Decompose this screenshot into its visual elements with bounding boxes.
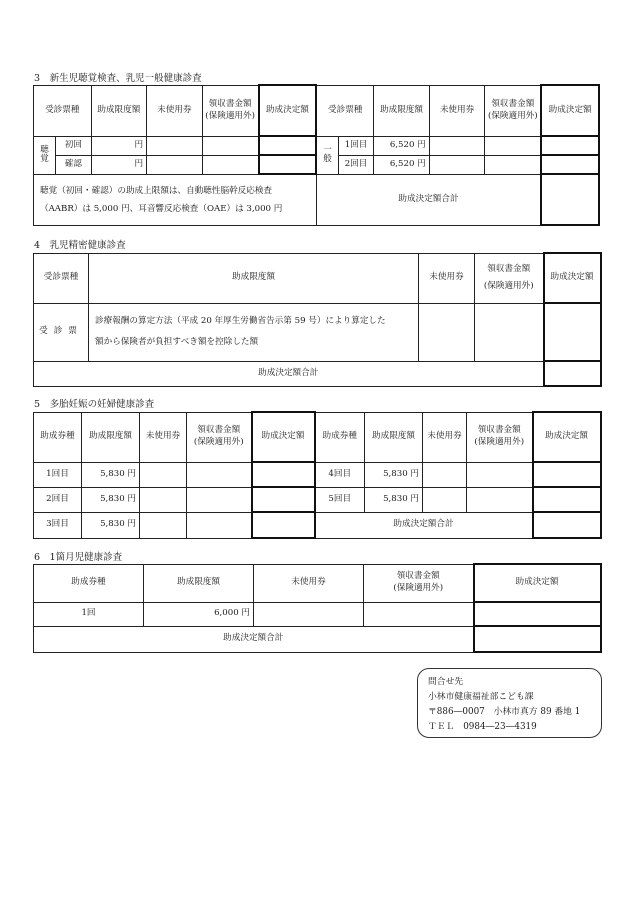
row-limit: 5,830 円 xyxy=(82,487,140,512)
header-unused: 未使用券 xyxy=(419,253,475,303)
header-receipt: 領収書金額 (保険適用外) xyxy=(187,412,252,462)
section-3-table xyxy=(33,84,600,226)
row-label: 4回目 xyxy=(315,462,365,487)
unused-cell[interactable] xyxy=(254,602,364,626)
row-limit: 円 xyxy=(91,136,147,155)
unused-cell[interactable] xyxy=(419,303,475,361)
row-label: 2回目 xyxy=(338,155,373,174)
decided-cell[interactable] xyxy=(541,136,599,155)
header-receipt: 領収書金額 (保険適用外) xyxy=(467,412,533,462)
section-title-text: 新生児聴覚検査、乳児一般健康診査 xyxy=(49,73,202,84)
row-limit: 6,520 円 xyxy=(374,136,430,155)
receipt-cell[interactable] xyxy=(485,155,542,174)
section-4-title xyxy=(34,237,126,251)
header-limit: 助成限度額 xyxy=(89,253,419,303)
header-receipt: 領収書金額 (保険適用外) xyxy=(485,85,542,136)
row-limit: 円 xyxy=(91,155,147,174)
row-limit: 6,000 円 xyxy=(144,602,254,626)
header-ticket-type: 受診票種 xyxy=(34,85,92,136)
header-unused: 未使用券 xyxy=(429,85,485,136)
header-decided: 助成決定額 xyxy=(259,85,317,136)
row-label: 5回目 xyxy=(315,487,365,512)
exam-ticket-label: 受診票 xyxy=(34,303,89,361)
header-receipt: 領収書金額 (保険適用外) xyxy=(475,253,544,303)
header-limit: 助成限度額 xyxy=(144,564,254,602)
contact-address: 〒886―0007 小林市真方 89 番地 1 xyxy=(428,707,581,717)
unused-cell[interactable] xyxy=(140,512,187,538)
header-ticket-type: 助成券種 xyxy=(315,412,365,462)
receipt-cell[interactable] xyxy=(467,462,533,487)
row-limit: 5,830 円 xyxy=(365,462,423,487)
header-unused: 未使用券 xyxy=(423,412,467,462)
decided-cell[interactable] xyxy=(541,155,599,174)
section-6-title xyxy=(34,549,122,563)
receipt-cell[interactable] xyxy=(187,512,252,538)
row-limit: 5,830 円 xyxy=(365,487,423,512)
header-ticket-type: 助成券種 xyxy=(34,412,82,462)
receipt-cell[interactable] xyxy=(187,487,252,512)
row-label: 確認 xyxy=(56,155,91,174)
hearing-group-label: 聴 覚 xyxy=(34,136,56,174)
section-3-title xyxy=(34,70,202,84)
decided-cell[interactable] xyxy=(259,155,317,174)
row-limit: 6,520 円 xyxy=(374,155,430,174)
total-decided-cell[interactable] xyxy=(541,174,599,225)
receipt-cell[interactable] xyxy=(202,136,259,155)
header-limit: 助成限度額 xyxy=(91,85,147,136)
decided-cell[interactable] xyxy=(259,136,317,155)
unused-cell[interactable] xyxy=(140,462,187,487)
header-limit: 助成限度額 xyxy=(365,412,423,462)
row-label: 初回 xyxy=(56,136,91,155)
header-decided: 助成決定額 xyxy=(544,253,601,303)
receipt-cell[interactable] xyxy=(364,602,474,626)
unused-cell[interactable] xyxy=(147,155,203,174)
row-label: 1回目 xyxy=(338,136,373,155)
unused-cell[interactable] xyxy=(147,136,203,155)
header-unused: 未使用券 xyxy=(254,564,364,602)
decided-cell[interactable] xyxy=(252,462,315,487)
section-number: 5 xyxy=(34,399,41,410)
header-ticket-type: 受診票種 xyxy=(34,253,89,303)
receipt-cell[interactable] xyxy=(467,487,533,512)
total-label: 助成決定額合計 xyxy=(315,512,533,538)
decided-cell[interactable] xyxy=(252,512,315,538)
decided-cell[interactable] xyxy=(533,487,601,512)
hearing-limit-note: 聴覚（初回・確認）の助成上限額は、自動聴性脳幹反応検査 （AABR）は 5,000 円、耳音響反応検査（OAE）は 3,000 円 xyxy=(34,174,317,225)
header-decided: 助成決定額 xyxy=(474,564,601,602)
decided-cell[interactable] xyxy=(533,462,601,487)
section-number: 3 xyxy=(34,73,41,84)
row-label: 1回 xyxy=(34,602,144,626)
receipt-cell[interactable] xyxy=(475,303,544,361)
unused-cell[interactable] xyxy=(423,462,467,487)
contact-tel: ＴＥＬ 0984―23―4319 xyxy=(428,722,537,732)
decided-cell[interactable] xyxy=(252,487,315,512)
total-decided-cell[interactable] xyxy=(544,361,601,386)
section-title-text: 乳児精密健康診査 xyxy=(49,240,126,251)
unused-cell[interactable] xyxy=(423,487,467,512)
header-decided: 助成決定額 xyxy=(541,85,599,136)
section-number: 4 xyxy=(34,240,41,251)
contact-department: 小林市健康福祉部こども課 xyxy=(428,692,534,702)
receipt-cell[interactable] xyxy=(485,136,542,155)
header-decided: 助成決定額 xyxy=(533,412,601,462)
unused-cell[interactable] xyxy=(429,155,485,174)
row-label: 3回目 xyxy=(34,512,82,538)
header-ticket-type: 受診票種 xyxy=(316,85,374,136)
row-limit: 5,830 円 xyxy=(82,462,140,487)
section-4-table xyxy=(33,252,602,387)
total-label: 助成決定額合計 xyxy=(34,626,474,652)
header-limit: 助成限度額 xyxy=(82,412,140,462)
header-ticket-type: 助成券種 xyxy=(34,564,144,602)
section-number: 6 xyxy=(34,552,41,563)
section-title-text: 多胎妊娠の妊婦健康診査 xyxy=(49,399,155,410)
section-5-table xyxy=(33,411,602,539)
row-limit: 5,830 円 xyxy=(82,512,140,538)
receipt-cell[interactable] xyxy=(187,462,252,487)
total-decided-cell[interactable] xyxy=(474,626,601,652)
total-label: 助成決定額合計 xyxy=(316,174,541,225)
general-group-label: 一 般 xyxy=(316,136,338,174)
limit-description: 診療報酬の算定方法（平成 20 年厚生労働省告示第 59 号）により算定した 額から保険者が負担すべき額を控除した額 xyxy=(89,303,419,361)
header-receipt: 領収書金額 (保険適用外) xyxy=(364,564,474,602)
header-receipt: 領収書金額 (保険適用外) xyxy=(202,85,259,136)
total-label: 助成決定額合計 xyxy=(34,361,544,386)
header-unused: 未使用券 xyxy=(147,85,203,136)
receipt-cell[interactable] xyxy=(202,155,259,174)
unused-cell[interactable] xyxy=(140,487,187,512)
row-label: 2回目 xyxy=(34,487,82,512)
decided-cell[interactable] xyxy=(544,303,601,361)
header-limit: 助成限度額 xyxy=(374,85,430,136)
row-label: 1回目 xyxy=(34,462,82,487)
section-6-table xyxy=(33,563,602,653)
contact-heading: 問合せ先 xyxy=(428,677,464,687)
section-5-title xyxy=(34,396,154,410)
total-decided-cell[interactable] xyxy=(533,512,601,538)
unused-cell[interactable] xyxy=(429,136,485,155)
decided-cell[interactable] xyxy=(474,602,601,626)
section-title-text: 1箇月児健康診査 xyxy=(49,552,123,563)
header-unused: 未使用券 xyxy=(140,412,187,462)
header-decided: 助成決定額 xyxy=(252,412,315,462)
